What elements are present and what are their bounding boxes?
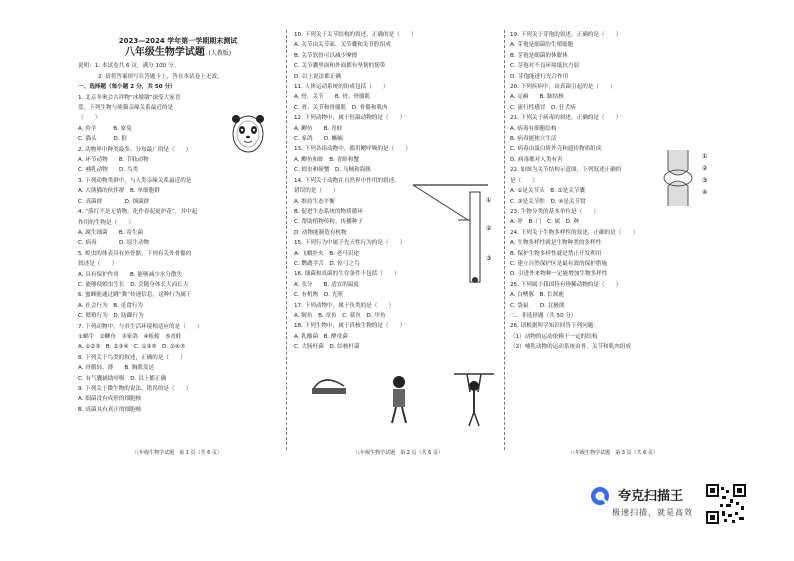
- arm-lever-diagram: [408, 180, 498, 290]
- question-text-line: 4. “落红不是无情物，化作春泥更护花”，其中起: [78, 209, 198, 216]
- question-text-line: C. 家鸽 D. 蜥蜴: [294, 136, 343, 143]
- svg-text:③: ③: [702, 177, 708, 184]
- question-text-line: A. 病毒有细胞结构: [510, 125, 557, 132]
- question-text-line: 21. 下列关于病毒的叙述，正确的是（ ）: [510, 115, 622, 122]
- svg-text:①: ①: [486, 197, 492, 204]
- scanner-slogan: 极速扫描，就是高效: [612, 508, 693, 517]
- question-text-line: C. 关节囊里面和外面都有坚韧的韧带: [294, 63, 386, 70]
- question-text-line: C. 猫头 D. 狼: [78, 136, 127, 143]
- question-text-line: C. 哺乳动物 D. 鸟类: [78, 167, 139, 174]
- question-text-line: C. 建立自然保护区是最有效的保护措施: [510, 260, 607, 267]
- question-text-line: A. 界 B. 门 C. 属 D. 种: [510, 219, 580, 226]
- qr-code-icon: [706, 484, 746, 524]
- page-footer-1: 八年级生物学试题 第 1 页（共 6 页）: [134, 449, 222, 456]
- question-text-line: 8. 下列关于鸟类的叙述，正确的是（ ）: [78, 354, 186, 361]
- question-text-line: （2）哺乳动物的运动系统由骨、关节和肌肉组成: [510, 344, 632, 351]
- edition-label: (人教版): [208, 50, 232, 58]
- question-text-line: A. 水分 B. 适宜的温度: [294, 281, 360, 288]
- question-text-line: 10. 下列关于关节结构的叙述，正确的是（ ）: [294, 32, 417, 38]
- question-text-line: 25. 下列属于我国特有珍稀动物的是（ ）: [510, 281, 622, 288]
- question-text-line: 23. 生物分类的基本单位是（ ）: [510, 208, 599, 215]
- question-text-line: 1. 北京冬奥会吉祥物“冰墩墩”深受大家喜: [78, 94, 181, 101]
- question-text-line: A. 大熊猫的伙伴群 B. 单细胞群: [78, 188, 160, 195]
- question-text-line: A. 骨、关节 B. 骨、骨骼肌: [294, 94, 371, 101]
- question-text-line: A. 维持生态平衡: [294, 198, 335, 205]
- question-text-line: A. 具有保护作用 B. 能够减少水分散失: [78, 271, 183, 278]
- question-text-line: （1）动物的运动依赖于一定的结构: [510, 333, 598, 340]
- scanner-watermark: [590, 485, 700, 535]
- question-text-line: 16. 细菌和真菌的生存条件不包括（ ）: [294, 271, 400, 278]
- question-text-line: 9. 下列关于微生物的说法，错误的是（ ）: [78, 386, 192, 392]
- question-text-line: 爱，下列生物与熊猫亲缘关系最近的是: [78, 105, 174, 112]
- question-text-line: 15. 下列行为中属于先天性行为的是（ ）: [294, 240, 406, 247]
- question-text-line: A. 鲫鱼和虾 B. 青蛙和蟹: [294, 156, 360, 163]
- question-text-line: B. 病毒能独立生活: [510, 136, 557, 143]
- question-text-line: A. 社会行为 B. 觅食行为: [78, 302, 144, 309]
- exercise-illustrations: [304, 368, 504, 428]
- question-text-line: 19. 下列关于芽孢的叙述，正确的是（ ）: [510, 32, 622, 38]
- question-text-line: （ ）: [78, 115, 101, 122]
- question-text-line: 22. 如图为关节结构示意图，下列叙述正确的: [510, 167, 622, 174]
- question-text-line: C. 有机物 D. 光照: [294, 292, 343, 299]
- question-text-line: A. 鲸鱼 B. 章鱼 C. 鲨鱼 D. 甲鱼: [294, 312, 386, 319]
- question-text-line: B. 保护生物多样性就是禁止开发利用: [510, 250, 602, 257]
- column-divider: [286, 30, 287, 450]
- question-text-line: 3. 下列动物类群中，与人类亲缘关系最近的是: [78, 177, 192, 184]
- question-text-line: C. ③是关节腔 D. ④是关节窝: [510, 198, 586, 205]
- question-text-line: 叙述是（ ）: [78, 261, 118, 268]
- question-text-line: C. 蝗虫和螃蟹 D. 乌贼和海豚: [294, 167, 371, 174]
- question-text-line: 5. 蝗虫的体表具有外骨骼，下列有关外骨骼的: [78, 250, 192, 257]
- question-text-line: B. 真菌具有真正的细胞核: [78, 406, 142, 413]
- question-text-line: D. 芽孢能进行光合作用: [510, 73, 569, 80]
- question-text-line: B. 促进生态系统的物质循环: [294, 208, 363, 215]
- question-text-line: A. ①②③ B. ②③④ C. ①③⑤ D. ②④⑤: [78, 344, 185, 351]
- question-text-line: C. 病毒 D. 原生动物: [78, 240, 150, 247]
- question-text-line: A. 骨骼轻、薄 B. 胸肌发达: [78, 365, 155, 372]
- question-text-line: C. 骨、关节和骨骼肌 D. 骨骼和肌肉: [294, 104, 388, 111]
- question-text-line: 17. 下列动物中，属于鱼类的是（ ）: [294, 302, 395, 309]
- question-text-line: 12. 下列动物中，属于恒温动物的是（ ）: [294, 115, 406, 122]
- question-text-line: 18. 下列生物中，属于真核生物的是（ ）: [294, 323, 406, 330]
- question-text-line: C. 能够使蝗虫生长 D. 会随身体长大而长大: [78, 281, 189, 288]
- question-text-line: 二、非选择题（共 50 分）: [510, 312, 577, 319]
- question-text-line: A. 乳酸菌 B. 酵母菌: [294, 333, 348, 340]
- svg-text:②: ②: [702, 165, 708, 172]
- instructions-1: 说明：1. 本试卷共 6 页，满分 100 分。: [78, 63, 180, 70]
- question-text-line: C. 病毒由蛋白质外壳和遗传物质组成: [510, 146, 602, 153]
- question-text-line: 6. 蜜蜂能通过跳“舞”传递信息，这种行为属于: [78, 292, 192, 299]
- svg-text:②: ②: [486, 225, 492, 232]
- question-text-line: 20. 下列疾病中，由真菌引起的是（ ）: [510, 84, 616, 91]
- section-heading: 一、选择题（每小题 2 分，共 50 分）: [78, 84, 176, 91]
- question-text-line: A. 关节由关节面、关节囊和关节腔组成: [294, 42, 391, 49]
- question-text-line: 错误的是（ ）: [294, 188, 339, 195]
- question-text-line: 作用的生物是（ ）: [78, 219, 134, 226]
- question-text-line: A. 环节动物 B. 节肢动物: [78, 157, 149, 164]
- question-text-line: 14. 下列关于动物在自然界中作用的叙述，: [294, 177, 400, 184]
- question-text-line: A. 生物多样性就是生物种类的多样性: [510, 240, 602, 247]
- question-text-line: 2. 动物界中种类最多、分布最广的是（ ）: [78, 146, 192, 153]
- question-text-line: D. 以上说法都正确: [294, 73, 342, 80]
- page-footer-2: 八年级生物学试题 第 2 页（共 6 页）: [355, 449, 443, 456]
- question-text-line: 7. 下列动物中，与其生活环境相适应的是（ ）: [78, 323, 203, 330]
- scanner-logo-icon: [590, 486, 610, 506]
- page-footer-3: 八年级生物学试题 第 3 页（共 6 页）: [570, 449, 658, 456]
- question-text-line: C. 芽孢对不良环境抵抗力弱: [510, 63, 579, 70]
- question-text-line: 24. 下列关于生物多样性的叙述，正确的是（ ）: [510, 229, 639, 236]
- exam-period-title: 2023—2024 学年第一学期期末测试: [118, 37, 238, 45]
- svg-text:③: ③: [486, 255, 492, 262]
- question-text-line: 26. 请根据所学知识回答下列问题：: [510, 323, 599, 330]
- exam-column-1: [78, 30, 278, 460]
- column-divider: [504, 30, 505, 450]
- question-text-line: A. 腐生细菌 B. 寄生菌: [78, 229, 144, 236]
- scanner-brand-name: 夸克扫描王: [618, 489, 684, 504]
- question-text-line: C. 鹦鹉学舌 D. 惊弓之鸟: [294, 260, 360, 267]
- question-text-line: D. 病毒都对人类有害: [510, 156, 563, 163]
- joint-structure-diagram: [658, 148, 718, 208]
- question-text-line: 11. 人体运动系统的组成包括（ ）: [294, 84, 389, 91]
- question-text-line: C. 袋鼠 D. 北极熊: [510, 302, 565, 309]
- exam-sheet: [78, 30, 718, 460]
- question-text-line: C. 帮助植物传粉、传播种子: [294, 219, 363, 226]
- question-text-line: C. 真菌群 D. 细菌群: [78, 198, 150, 205]
- question-text-line: A. ①是关节头 B. ②是关节囊: [510, 188, 586, 195]
- question-text-line: C. 流行性感冒 D. 狂犬病: [510, 104, 576, 111]
- question-text-line: 是（ ）: [510, 177, 538, 184]
- question-text-line: B. 关节软骨可以减少摩擦: [294, 52, 358, 59]
- exam-column-3: [510, 30, 718, 460]
- panda-mascot-image: [228, 110, 268, 154]
- svg-text:④: ④: [702, 189, 708, 196]
- question-text-line: A. 足癣 B. 肺结核: [510, 94, 564, 101]
- question-text-line: D. 动物能制造有机物: [294, 229, 347, 236]
- question-text-line: A. 芽孢是细菌的生殖细胞: [510, 42, 574, 49]
- exam-title: [78, 46, 278, 61]
- question-text-line: B. 芽孢是细菌的休眠体: [510, 52, 568, 59]
- question-text-line: C. 有气囊辅助呼吸 D. 以上都正确: [78, 375, 167, 382]
- question-text-line: ①蜗牛 ②鲫鱼 ③家鸽 ④蚯蚓 ⑤青蛙: [78, 333, 182, 340]
- instructions-2: 2. 请将答案填写在答题卡上，答在本试卷上无效。: [98, 73, 223, 80]
- exam-subject-title: 八年级生物学试题: [124, 47, 205, 59]
- question-text-line: C. 繁殖行为 D. 防御行为: [78, 313, 144, 320]
- question-text-line: A. 细菌没有成形的细胞核: [78, 396, 142, 403]
- svg-text:①: ①: [702, 153, 708, 160]
- question-text-line: A. 羚羊 B. 家兔: [78, 125, 132, 132]
- question-text-line: 13. 下列各组动物中，都用鳃呼吸的是（ ）: [294, 146, 411, 153]
- question-text-line: A. 鲫鱼 B. 青蛙: [294, 125, 343, 132]
- question-text-line: C. 大肠杆菌 D. 结核杆菌: [294, 344, 360, 351]
- question-text-line: A. 白鳍豚 B. 长颈鹿: [510, 292, 564, 299]
- question-text-line: A. 飞蛾扑火 B. 老马识途: [294, 250, 360, 257]
- question-text-line: D. 引进外来物种一定能增加生物多样性: [510, 271, 608, 278]
